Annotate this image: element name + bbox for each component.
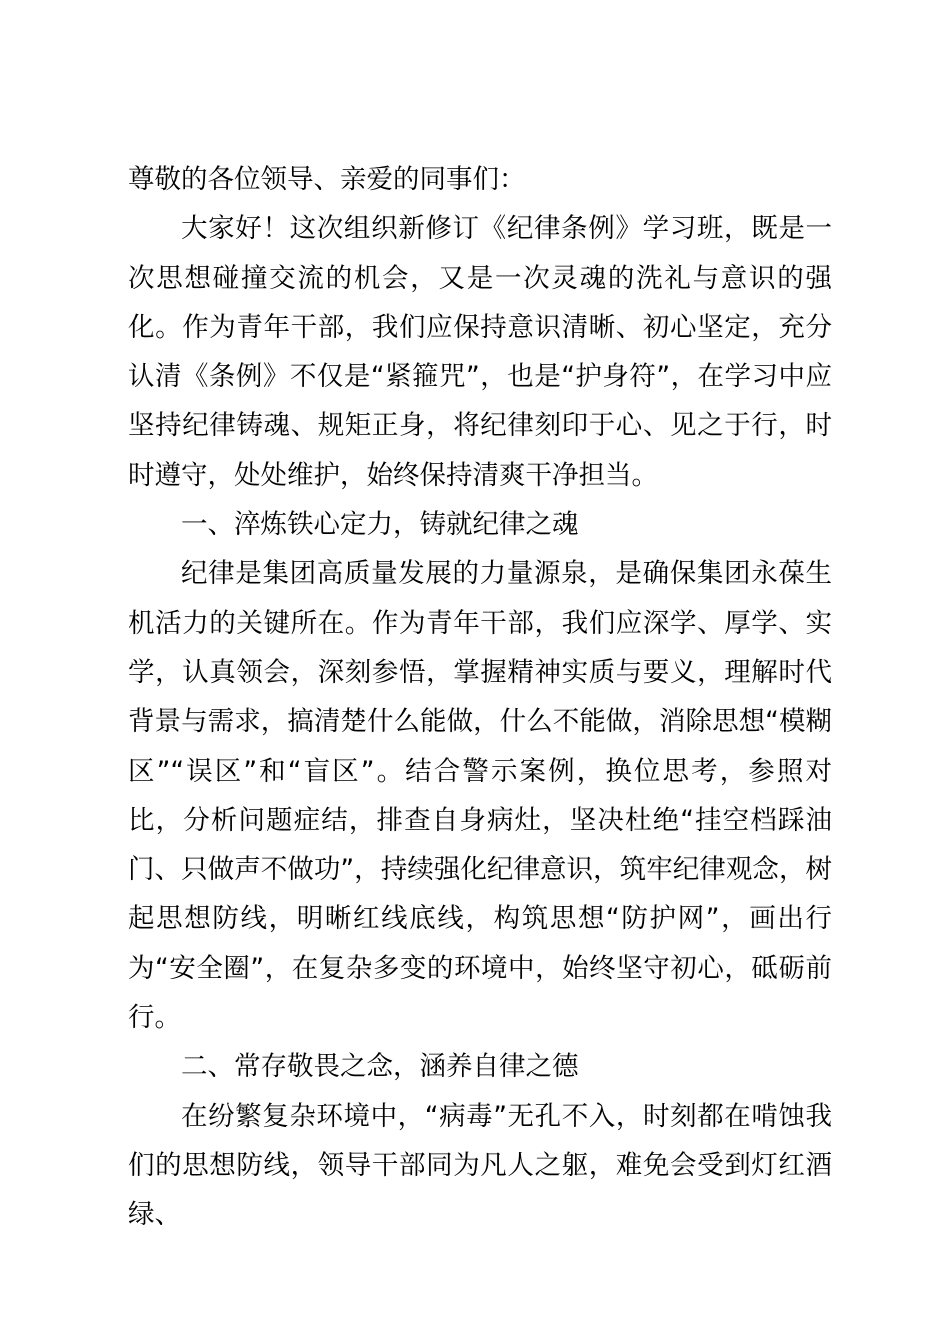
section-body-1: 纪律是集团高质量发展的力量源泉，是确保集团永葆生机活力的关键所在。作为青年干部，我们应深学、厚学、实学，认真领会，深刻参悟，掌握精神实质与要义，理解时代背景与需求，搞清楚什么能做，什么不能做，消除思想“模糊区”“误区”和“盲区”。结合警示案例，换位思考，参照对比，分析问题症结，排查自身病灶，坚决杜绝“挂空档踩油门、只做声不做功”，持续强化纪律意识，筑牢纪律观念，树起思想防线，明晰红线底线，构筑思想“防护网”，画出行为“安全圈”，在复杂多变的环境中，始终坚守初心，砥砺前行。 xyxy=(128,558,832,1034)
section-heading-1: 一、淬炼铁心定力，铸就纪律之魂 xyxy=(181,509,579,541)
salutation: 尊敬的各位领导、亲爱的同事们： xyxy=(128,164,526,195)
document-body xyxy=(128,155,832,1240)
section-body-2: 在纷繁复杂环境中，“病毒”无孔不入，时刻都在啃蚀我们的思想防线，领导干部同为凡人之躯，难免会受到灯红酒绿、 xyxy=(128,1100,832,1231)
section-heading-2: 二、常存敬畏之念，涵养自律之德 xyxy=(181,1051,579,1083)
intro-paragraph: 大家好！这次组织新修订《纪律条例》学习班，既是一次思想碰撞交流的机会，又是一次灵魂的洗礼与意识的强化。作为青年干部，我们应保持意识清晰、初心坚定，充分认清《条例》不仅是“紧箍咒”，也是“护身符”，在学习中应坚持纪律铸魂、规矩正身，将纪律刻印于心、见之于行，时时遵守，处处维护，始终保持清爽干净担当。 xyxy=(128,213,832,491)
